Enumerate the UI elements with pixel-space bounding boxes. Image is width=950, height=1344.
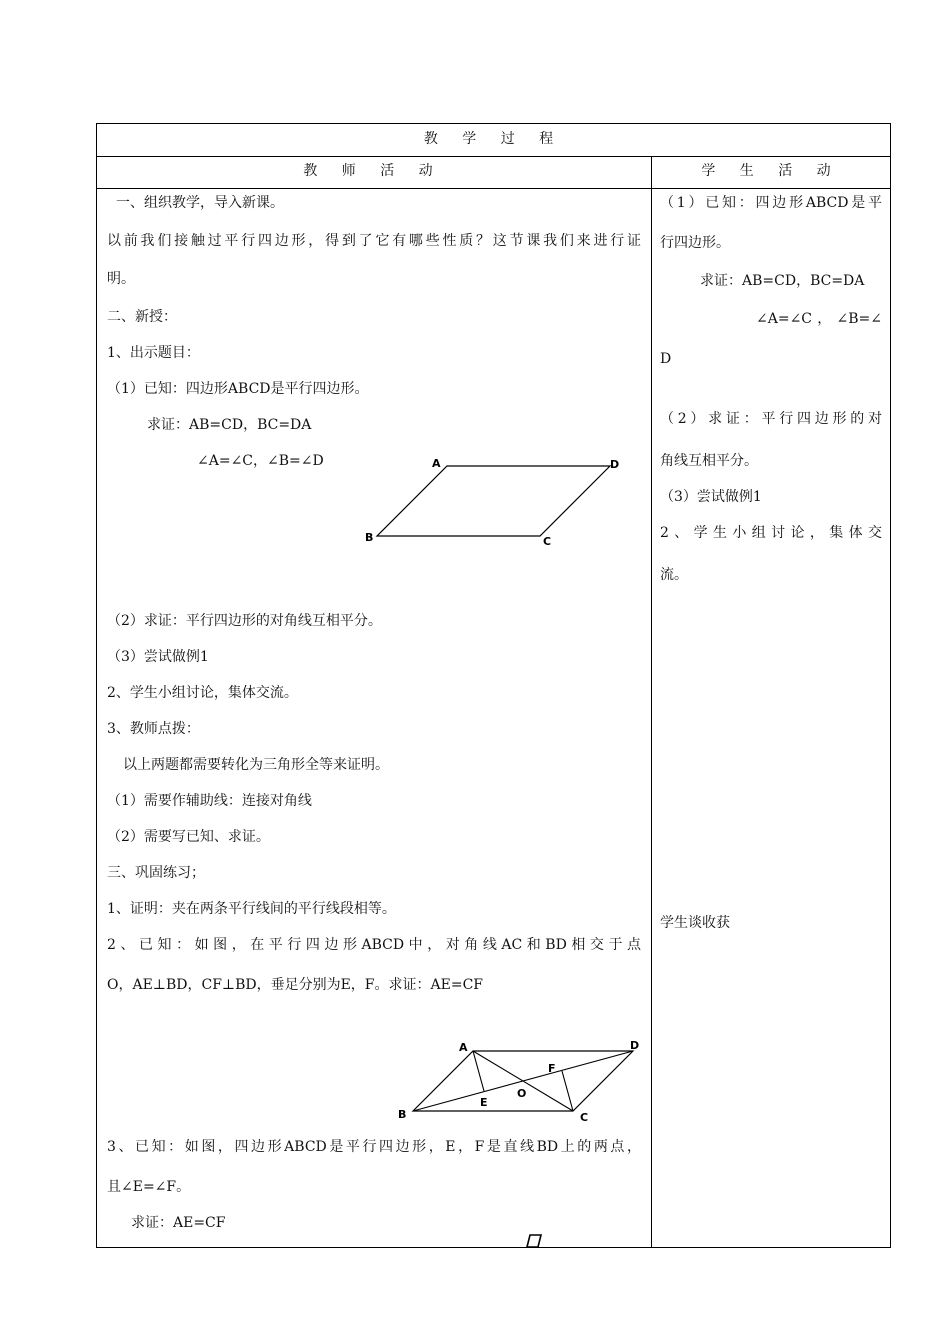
parallelogram-figure-2 bbox=[393, 1035, 645, 1127]
guidance-point-1: （1）需要作辅助线：连接对角线 bbox=[107, 793, 312, 809]
guidance-note: 以上两题都需要转化为三角形全等来证明。 bbox=[123, 757, 389, 773]
intro-line-end: 明。 bbox=[107, 271, 135, 287]
guidance-point-2: （2）需要写已知、求证。 bbox=[107, 829, 270, 845]
problem-1-angles: ∠A=∠C，∠B=∠D bbox=[197, 453, 324, 469]
row-divider bbox=[97, 188, 890, 189]
vertex-label-c: C bbox=[580, 1111, 589, 1124]
student-problem-2-line-1: （2）求证：平行四边形的对 bbox=[660, 411, 882, 427]
diagonal-bd bbox=[413, 1051, 633, 1111]
problem-1-given: （1）已知：四边形ABCD是平行四边形。 bbox=[107, 381, 369, 397]
parallelogram-outline bbox=[377, 466, 610, 536]
step-discussion: 2、学生小组讨论，集体交流。 bbox=[107, 685, 298, 701]
exercise-1: 1、证明：夹在两条平行线间的平行线段相等。 bbox=[107, 901, 396, 917]
point-label-f: F bbox=[548, 1062, 556, 1075]
student-prove-sides: 求证：AB=CD，BC=DA bbox=[700, 273, 865, 289]
exercise-2-line-2: O，AE⊥BD，CF⊥BD，垂足分别为E，F。求证：AE=CF bbox=[107, 977, 484, 993]
problem-3: （3）尝试做例1 bbox=[107, 649, 209, 665]
student-problem-2-line-2: 角线互相平分。 bbox=[660, 453, 758, 469]
problem-2: （2）求证：平行四边形的对角线互相平分。 bbox=[107, 613, 382, 629]
student-prove-angles: ∠A=∠C，∠B=∠ bbox=[756, 311, 882, 327]
student-given-line-2: 行四边形。 bbox=[660, 235, 730, 251]
exercise-3-prove: 求证：AE=CF bbox=[131, 1215, 226, 1231]
vertex-label-a: A bbox=[432, 457, 441, 470]
section-one-heading: 一、组织教学，导入新课。 bbox=[116, 195, 284, 211]
vertex-label-c: C bbox=[543, 535, 552, 548]
table-title: 教 学 过 程 bbox=[423, 131, 564, 147]
row-divider bbox=[97, 156, 890, 157]
student-discussion-line-1: 2、学生小组讨论，集体交 bbox=[660, 525, 882, 541]
problem-heading: 1、出示题目： bbox=[107, 345, 200, 361]
point-label-o: O bbox=[517, 1087, 527, 1100]
vertex-label-b: B bbox=[365, 531, 374, 544]
vertex-label-d: D bbox=[610, 458, 620, 471]
student-reflection: 学生谈收获 bbox=[660, 915, 730, 931]
parallelogram-figure-1 bbox=[360, 450, 630, 550]
teacher-column-header: 教 师 活 动 bbox=[303, 163, 443, 179]
section-two-heading: 二、新授： bbox=[107, 309, 177, 325]
student-discussion-line-2: 流。 bbox=[660, 567, 688, 583]
vertex-label-a: A bbox=[459, 1041, 468, 1054]
student-problem-3: （3）尝试做例1 bbox=[660, 489, 762, 505]
step-guidance: 3、教师点拨： bbox=[107, 721, 200, 737]
point-label-e: E bbox=[480, 1096, 488, 1109]
vertex-label-d: D bbox=[630, 1039, 640, 1052]
intro-line: 以前我们接触过平行四边形，得到了它有哪些性质？这节课我们来进行证 bbox=[107, 233, 641, 249]
exercise-2-line-1: 2、已知：如图，在平行四边形ABCD中，对角线AC和BD相交于点 bbox=[107, 937, 641, 953]
exercise-3-line-2: 且∠E=∠F。 bbox=[107, 1179, 191, 1195]
vertex-label-b: B bbox=[398, 1108, 407, 1121]
student-given-line-1: （1）已知：四边形ABCD是平 bbox=[660, 195, 882, 211]
stray-parallelogram-mark bbox=[524, 1232, 544, 1250]
student-prove-angles-end: D bbox=[660, 351, 672, 367]
student-column-header: 学 生 活 动 bbox=[701, 163, 841, 179]
problem-1-prove: 求证：AB=CD，BC=DA bbox=[147, 417, 312, 433]
column-divider bbox=[651, 156, 652, 1247]
section-three-heading: 三、巩固练习； bbox=[107, 865, 205, 881]
exercise-3-line-1: 3、已知：如图，四边形ABCD是平行四边形，E，F是直线BD上的两点， bbox=[107, 1139, 641, 1155]
